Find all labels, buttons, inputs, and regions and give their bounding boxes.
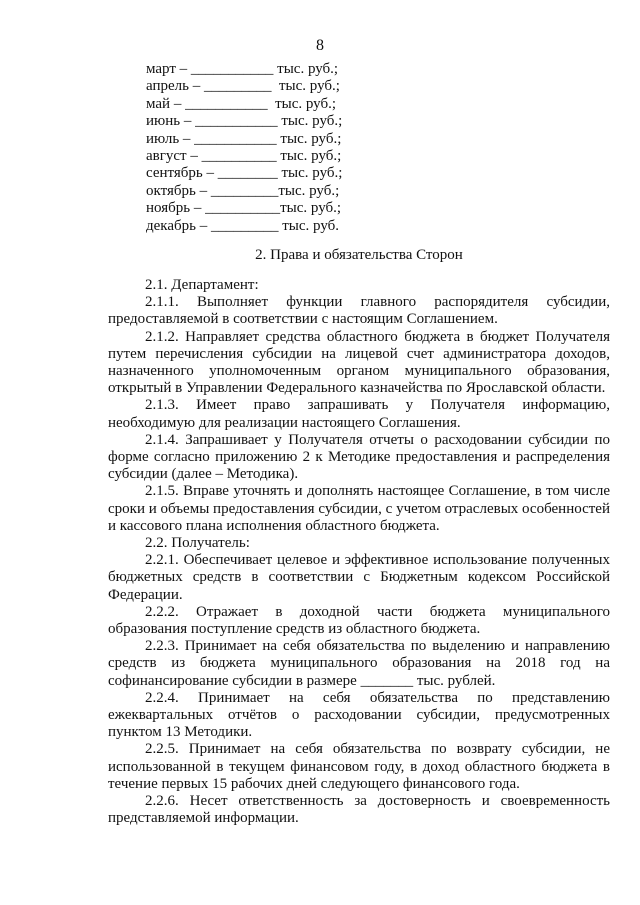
paragraph: 2.1.2. Направляет средства областного бюджета в бюджет Получателя путем перечисления субсидии на лицевой счет администратора доходов, назначенного уполномоченным органом муниципального образования, открытый в Управлении Федерального казначейства по Ярославской области. <box>108 328 610 397</box>
month-line: май – ___________ тыс. руб.; <box>146 95 337 112</box>
month-line: июль – ___________ тыс. руб.; <box>146 130 342 147</box>
month-line: ноябрь – __________тыс. руб.; <box>146 200 342 217</box>
section-body <box>108 277 610 828</box>
paragraph: 2.2.2. Отражает в доходной части бюджета муниципального образования поступление средств из областного бюджета. <box>108 603 610 638</box>
paragraph: 2.1.1. Выполняет функции главного распорядителя субсидии, предоставляемой в соответствии с настоящим Соглашением. <box>108 294 610 328</box>
section-heading: 2. Права и обязательства Сторон <box>255 247 463 263</box>
month-line: декабрь – _________ тыс. руб. <box>146 217 340 234</box>
paragraph: 2.2.6. Несет ответственность за достоверность и своевременность представляемой информации. <box>108 793 610 827</box>
month-line: сентябрь – ________ тыс. руб.; <box>146 165 343 182</box>
month-line: июнь – ___________ тыс. руб.; <box>146 113 343 130</box>
paragraph: 2.2.4. Принимает на себя обязательства по представлению ежеквартальных отчётов о расходовании субсидии, предусмотренных пунктом 13 Методики. <box>108 689 610 741</box>
paragraph: 2.2. Получатель: <box>145 535 250 552</box>
monthly-amounts-list <box>146 61 342 235</box>
paragraph: 2.2.5. Принимает на себя обязательства по возврату субсидии, не использованной в текущем финансовом году, в доход областного бюджета в течение первых 15 рабочих дней следующего финансового года. <box>108 741 610 792</box>
paragraph: 2.2.3. Принимает на себя обязательства по выделению и направлению средств из бюджета муниципального образования на 2018 год на софинансирование субсидии в размере _______ тыс. рублей. <box>108 638 610 689</box>
month-line: март – ___________ тыс. руб.; <box>146 61 339 77</box>
month-line: август – __________ тыс. руб.; <box>146 147 342 164</box>
month-line: апрель – _________ тыс. руб.; <box>146 78 340 95</box>
paragraph: 2.1.3. Имеет право запрашивать у Получателя информацию, необходимую для реализации настоящего Соглашения. <box>108 397 610 431</box>
month-line: октябрь – _________тыс. руб.; <box>146 182 340 199</box>
paragraph: 2.2.1. Обеспечивает целевое и эффективное использование полученных бюджетных средств в соответствии с Бюджетным кодексом Российской Федерации. <box>108 552 610 603</box>
paragraph: 2.1.4. Запрашивает у Получателя отчеты о расходовании субсидии по форме согласно приложению 2 к Методике предоставления и распределения субсидии (далее – Методика). <box>108 431 610 483</box>
paragraph: 2.1.5. Вправе уточнять и дополнять настоящее Соглашение, в том числе сроки и объемы предоставления субсидии, с учетом отраслевых особенностей и кассового плана исполнения областного бюджета. <box>108 483 610 534</box>
paragraph: 2.1. Департамент: <box>145 277 259 293</box>
page-number: 8 <box>316 37 324 54</box>
